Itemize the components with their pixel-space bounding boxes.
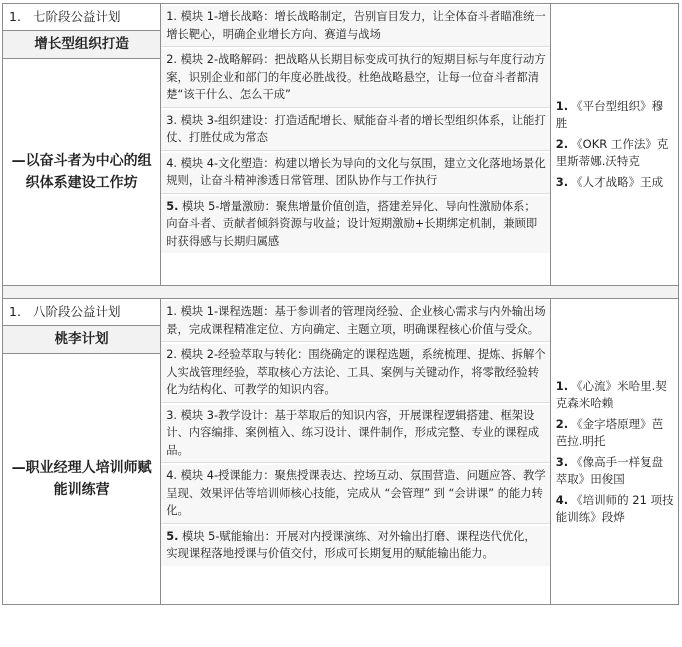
book-number: 3. <box>555 454 569 469</box>
module-number: 4. <box>166 469 177 482</box>
module-number: 2. <box>166 53 177 66</box>
module-item <box>161 49 550 108</box>
book-number: 1. <box>555 378 569 393</box>
module-text: 模块 5-增量激励：聚焦增量价值创造，搭建差异化、导向性激励体系；向奋斗者、贡献者倾斜资源与收益；设计短期激励+长期绑定机制，兼顾即时获得感与长期归属感 <box>166 199 538 248</box>
gap-cell <box>3 286 679 299</box>
stage-title <box>3 4 161 31</box>
book-item <box>556 98 674 132</box>
module-item <box>161 153 550 194</box>
module-number: 3. <box>166 408 177 422</box>
section-gap <box>3 286 679 299</box>
book-item <box>556 378 674 412</box>
book-title: 《平台型组织》穆胜 <box>555 99 664 130</box>
module-item <box>161 6 550 47</box>
module-item <box>161 110 550 151</box>
modules-cell <box>161 299 551 605</box>
books-cell <box>550 4 678 286</box>
module-text: 模块 3-组织建设：打造适配增长、赋能奋斗者的增长型组织体系，让能打仗、打胜仗成为常态 <box>166 113 546 144</box>
module-text: 模块 4-文化塑造：构建以增长为导向的文化与氛围，建立文化落地场景化规则，让奋斗精神渗透日常管理、团队协作与工作执行 <box>166 156 546 187</box>
module-text: 模块 4-授课能力：聚焦授课表达、控场互动、氛围营造、问题应答、教学呈现、效果评估等培训师核心技能，完成从 “会管理” 到 “会讲课” 的能力转化。 <box>166 469 546 517</box>
book-number: 4. <box>555 492 569 507</box>
program-name: 增长型组织打造 <box>3 31 161 59</box>
module-number: 4. <box>166 156 177 170</box>
module-item <box>161 196 550 254</box>
stage-title-text: 八阶段公益计划 <box>32 304 121 319</box>
book-title: 《OKR 工作法》克里斯蒂娜.沃特克 <box>555 137 669 168</box>
book-item <box>556 136 674 170</box>
module-item <box>161 526 550 566</box>
book-title: 《培训师的 21 项技能训练》段烨 <box>555 492 674 524</box>
workshop-name: —职业经理人培训师赋能训练营 <box>3 354 161 605</box>
book-number: 3. <box>555 175 569 189</box>
book-item <box>556 174 674 191</box>
module-item <box>161 465 550 524</box>
book-number: 2. <box>555 416 569 431</box>
module-text: 模块 2-战略解码：把战略从长期目标变成可执行的短期目标与年度行动方案，识别企业和部门的年度必胜战役。杜绝战略悬空，让每一位奋斗者都清楚“该干什么、怎么干成” <box>166 53 546 101</box>
stage-row <box>3 4 679 31</box>
module-number: 3. <box>166 113 177 127</box>
books-cell <box>550 299 678 605</box>
module-item <box>161 301 550 342</box>
module-text: 模块 2-经验萃取与转化：围绕确定的课程选题，系统梳理、提炼、拆解个人实战管理经验，萃取核心方法论、工具、案例与关键动作，将零散经验转化为结构化、可教学的知识内容。 <box>166 348 546 396</box>
modules-cell <box>161 4 551 286</box>
workshop-name: —以奋斗者为中心的组织体系建设工作坊 <box>3 59 161 286</box>
stage-number: 1. <box>9 9 21 24</box>
module-text: 模块 1-增长战略：增长战略制定，告别盲目发力，让全体奋斗者瞄准统一增长靶心，明确企业增长方向、赛道与战场 <box>166 10 546 41</box>
book-title: 《人才战略》王成 <box>571 175 664 189</box>
book-item <box>556 416 674 450</box>
module-number: 1. <box>166 10 177 23</box>
module-item <box>161 344 550 403</box>
plan-table <box>2 3 679 605</box>
module-text: 模块 3-教学设计：基于萃取后的知识内容，开展课程逻辑搭建、框架设计、内容编排、案例植入、练习设计、课件制作，形成完整、专业的课程成品。 <box>166 408 540 457</box>
book-number: 2. <box>555 137 569 151</box>
module-number: 5. <box>166 199 179 213</box>
module-number: 1. <box>166 305 177 318</box>
stage-number: 1. <box>9 304 21 319</box>
module-item <box>161 405 550 464</box>
stage-row <box>3 299 679 326</box>
program-name: 桃李计划 <box>3 326 161 354</box>
book-title: 《金字塔原理》芭芭拉.明托 <box>555 416 664 448</box>
book-number: 1. <box>555 99 569 113</box>
stage-title <box>3 299 161 326</box>
stage-title-text: 七阶段公益计划 <box>32 9 121 24</box>
book-title: 《像高手一样复盘 萃取》田俊国 <box>555 454 664 486</box>
book-item <box>556 454 674 488</box>
module-number: 5. <box>166 529 179 543</box>
module-number: 2. <box>166 348 177 361</box>
book-item <box>556 492 674 526</box>
module-text: 模块 5-赋能输出：开展对内授课演练、对外输出打磨、课程迭代优化，实现课程落地授课与价值交付，形成可长期复用的赋能输出能力。 <box>166 529 536 560</box>
module-text: 模块 1-课程选题：基于参训者的管理岗经验、企业核心需求与内外输出场景，完成课程精准定位、方向确定、主题立项，明确课程核心价值与受众。 <box>166 305 546 336</box>
book-title: 《心流》米哈里.契克森米哈赖 <box>555 378 667 410</box>
